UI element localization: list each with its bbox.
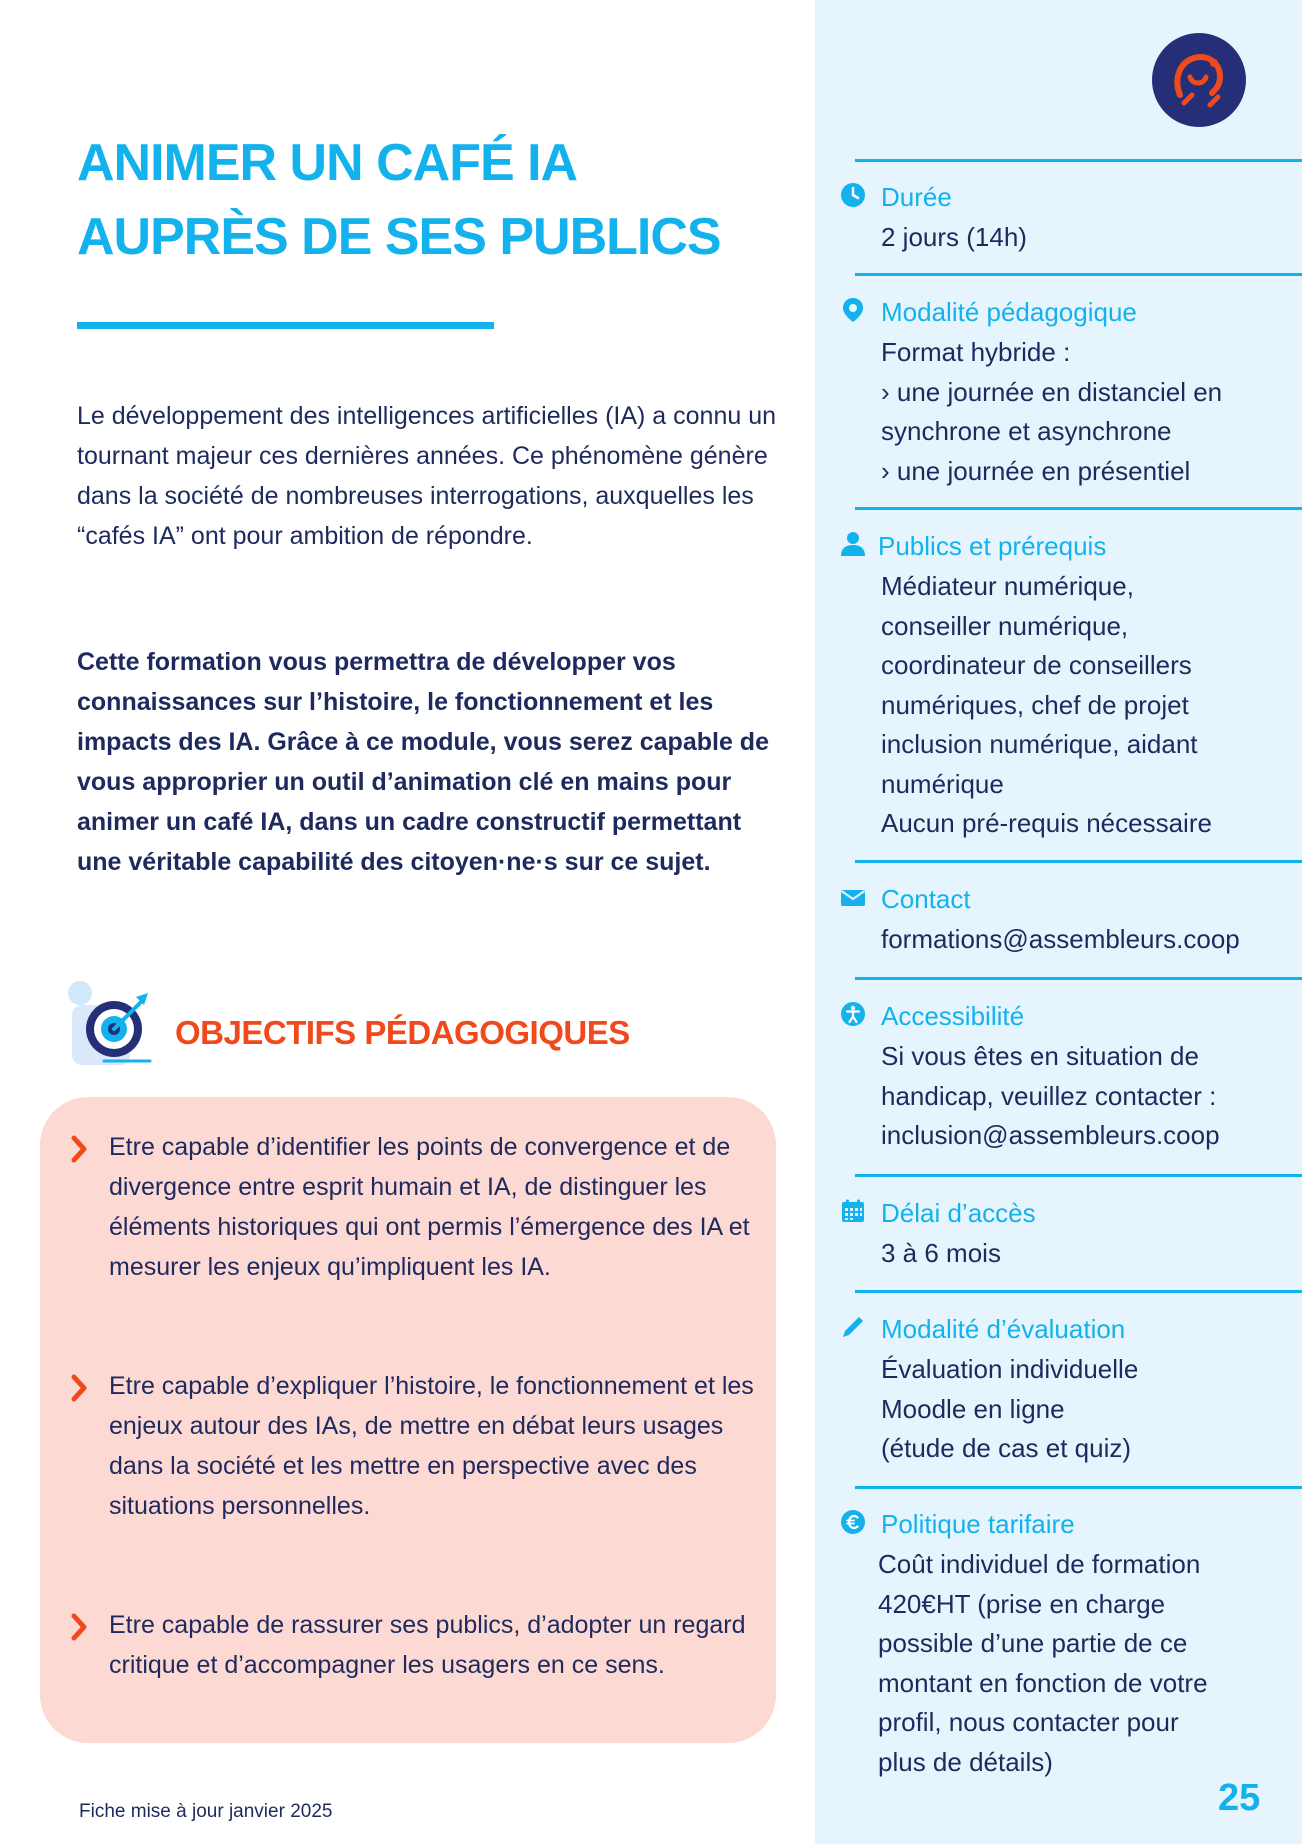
section-body [878, 1545, 1302, 1782]
section-body [881, 1234, 1302, 1274]
section-line: plus de détails) [878, 1746, 1053, 1777]
divider [855, 507, 1302, 510]
section-label: Publics et prérequis [878, 531, 1107, 561]
section-line: inclusion numérique, aidant [881, 729, 1198, 759]
section-body [881, 920, 1302, 960]
section-body [881, 333, 1302, 491]
section-label: Durée [881, 182, 952, 212]
location-pin-icon [840, 297, 866, 323]
page-number: 25 [1218, 1777, 1261, 1819]
mail-icon [840, 884, 866, 910]
title-line-1: ANIMER UN CAFÉ IA [77, 134, 578, 192]
objective-text: Etre capable d’expliquer l’histoire, le fonctionnement et les enjeux autour des IAs, de mettre en débat leurs usages dans la société et les mettre en perspective avec des situations personnelles. [109, 1372, 754, 1520]
section-line: conseiller numérique, [881, 610, 1129, 641]
section-line: Si vous êtes en situation de [881, 1041, 1199, 1071]
section-label: Délai d’accès [881, 1198, 1036, 1228]
section-line: (étude de cas et quiz) [881, 1433, 1132, 1463]
section-line: › une journée en présentiel [881, 455, 1191, 486]
objectives-box [40, 1097, 776, 1743]
divider [855, 1486, 1302, 1489]
section-label: Contact [881, 884, 971, 914]
section-line: 3 à 6 mois [881, 1238, 1001, 1268]
page-title [77, 126, 777, 274]
section-line: numérique [881, 768, 1004, 799]
section-line: 420€HT (prise en charge [878, 1588, 1166, 1619]
section-label: Accessibilité [881, 1001, 1025, 1031]
section-line: profil, nous contacter pour [878, 1707, 1179, 1737]
section-label: Modalité d’évaluation [881, 1314, 1126, 1344]
section-line: Format hybride : [881, 337, 1071, 367]
divider [855, 1290, 1302, 1293]
divider [855, 159, 1302, 162]
section-line: Coût individuel de formation [878, 1549, 1201, 1579]
section-line: numériques, chef de projet [881, 689, 1189, 720]
section-line: Moodle en ligne [881, 1393, 1065, 1424]
title-line-2: AUPRÈS DE SES PUBLICS [77, 208, 721, 266]
accessibility-icon [840, 1001, 866, 1027]
section-label: Politique tarifaire [881, 1509, 1075, 1539]
title-underline [77, 322, 494, 329]
calendar-icon [840, 1198, 866, 1224]
section-line: synchrone et asynchrone [881, 416, 1172, 446]
section-line: handicap, veuillez contacter : [881, 1080, 1217, 1111]
chevron-right-icon [70, 1613, 88, 1641]
section-line: possible d’une partie de ce [878, 1628, 1188, 1658]
section-line: Aucun pré-requis nécessaire [881, 808, 1212, 838]
lead-paragraph: Cette formation vous permettra de développer vos connaissances sur l’histoire, le fonctionnement et les impacts des IA. Grâce à ce module, vous serez capable de vous approprier un outil d’animation clé en mains pour animer un café IA, dans un cadre constructif permettant une véritable capabilité des citoyen·ne·s sur ce sujet. [77, 648, 769, 876]
user-icon [840, 531, 866, 557]
divider [855, 1174, 1302, 1177]
chevron-right-icon [70, 1374, 88, 1402]
objective-text: Etre capable d’identifier les points de convergence et de divergence entre esprit humain et IA, de distinguer les éléments historiques qui ont permis l’émergence des IA et mesurer les enjeux qu’impliquent les IA. [109, 1133, 750, 1281]
section-label: Modalité pédagogique [881, 297, 1137, 327]
section-line: Médiateur numérique, [881, 571, 1134, 601]
assembleurs-logo-icon [1152, 33, 1246, 127]
section-line: coordinateur de conseillers [881, 650, 1192, 680]
section-line: › une journée en distanciel en [881, 376, 1223, 407]
objectives-heading: OBJECTIFS PÉDAGOGIQUES [175, 1014, 630, 1051]
euro-icon [840, 1509, 866, 1535]
clock-icon [840, 182, 866, 208]
intro-paragraph: Le développement des intelligences artificielles (IA) a connu un tournant majeur ces dernières années. Ce phénomène génère dans la société de nombreuses interrogations, auxquelles les “cafés IA” ont pour ambition de répondre. [77, 402, 777, 550]
section-body [881, 218, 1302, 258]
section-body [881, 1350, 1302, 1469]
objective-text: Etre capable de rassurer ses publics, d’adopter un regard critique et d’accompagner les usagers en ce sens. [109, 1611, 746, 1679]
section-body [881, 1037, 1302, 1156]
divider [855, 860, 1302, 863]
divider [855, 273, 1302, 276]
contact-email[interactable]: formations@assembleurs.coop [881, 924, 1240, 954]
chevron-right-icon [70, 1135, 88, 1163]
divider [855, 977, 1302, 980]
section-line: 2 jours (14h) [881, 222, 1027, 252]
pencil-icon [840, 1314, 866, 1340]
accessibility-email[interactable]: inclusion@assembleurs.coop [881, 1120, 1220, 1150]
section-line: Évaluation individuelle [881, 1354, 1139, 1384]
target-icon [58, 975, 158, 1075]
section-line: montant en fonction de votre [878, 1667, 1208, 1698]
footer-update-note: Fiche mise à jour janvier 2025 [79, 1801, 333, 1822]
section-body [881, 567, 1302, 844]
